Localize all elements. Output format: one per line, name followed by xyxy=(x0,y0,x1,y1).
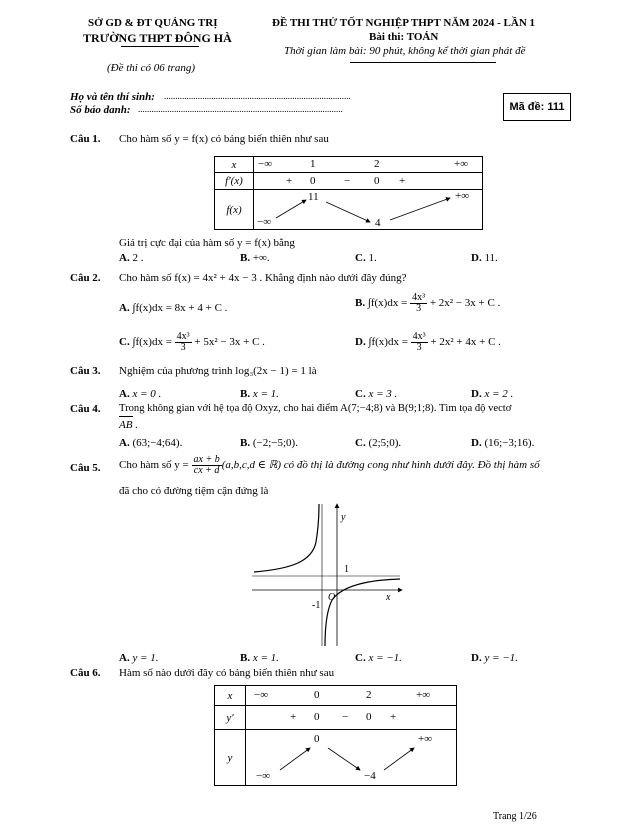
q6-sign-4: + xyxy=(390,711,397,723)
q4-option-b[interactable]: B. (−2;−5;0). xyxy=(240,437,298,449)
label-origin: O xyxy=(328,592,336,603)
q6-x-3: +∞ xyxy=(416,689,431,701)
q1-arrows xyxy=(254,190,482,230)
title-underline xyxy=(350,62,496,63)
q5-option-c[interactable]: C. x = −1. xyxy=(355,652,402,664)
q1-sign-1: 0 xyxy=(310,175,316,187)
q6-text: Hàm số nào dưới đây có bảng biến thiên như sau xyxy=(119,667,335,679)
q6-sign-0: + xyxy=(290,711,297,723)
q6-y-3: +∞ xyxy=(418,733,433,745)
q3-option-a[interactable]: A. x = 0 . xyxy=(119,388,162,400)
label-one: 1 xyxy=(344,564,349,575)
curve-left xyxy=(254,504,319,572)
q6-sign-3: 0 xyxy=(366,711,372,723)
q3-text: Nghiệm của phương trình log₃(2x − 1) = 1 là xyxy=(119,365,317,377)
q1-x-1: 1 xyxy=(310,158,316,170)
q3-label: Câu 3. xyxy=(70,365,101,377)
q1-f-3: +∞ xyxy=(455,190,470,202)
q6-arrows xyxy=(246,730,456,786)
q4-option-d[interactable]: D. (16;−3;16). xyxy=(471,437,535,449)
q2-option-b[interactable]: B. ∫f(x)dx = $\frac{\text{4x³}}{3}$ + 2x² − 3x + C . xyxy=(355,292,501,314)
label-neg-one: -1 xyxy=(312,600,321,611)
q4-text: Trong không gian với hệ tọa độ Oxyz, cho hai điểm A(7;−4;8) và B(9;1;8). Tìm tọa độ vectơ xyxy=(119,403,512,414)
name-label: Họ và tên thí sinh: xyxy=(70,91,155,103)
q5-text2: đã cho có đường tiệm cận đứng là xyxy=(119,485,269,497)
time-note: Thời gian làm bài: 90 phút, không kể thời gian phát đề xyxy=(284,45,526,57)
q3-option-d[interactable]: D. x = 2 . xyxy=(471,388,514,400)
q1-option-a[interactable]: A. 2 . xyxy=(119,252,144,264)
school-name: TRƯỜNG THPT ĐÔNG HÀ xyxy=(83,31,232,45)
q3-option-b[interactable]: B. x = 1. xyxy=(240,388,279,400)
q6-label: Câu 6. xyxy=(70,667,101,679)
q6-sign-1: 0 xyxy=(314,711,320,723)
q5-graph xyxy=(250,500,410,648)
q1-sign-4: + xyxy=(399,175,406,187)
q1-f-2: 4 xyxy=(375,217,381,229)
q1-x-0: −∞ xyxy=(258,158,273,170)
q6-variation-table xyxy=(214,685,457,786)
q3-option-c[interactable]: C. x = 3 . xyxy=(355,388,398,400)
q1-option-c[interactable]: C. 1. xyxy=(355,252,377,264)
exam-code-box: Mã đề: 111 xyxy=(503,93,571,121)
q6-sign-2: − xyxy=(342,711,349,723)
q6-y-1: 0 xyxy=(314,733,320,745)
q6-row-y: y xyxy=(215,730,246,786)
q5-option-d[interactable]: D. y = −1. xyxy=(471,652,518,664)
q4-label: Câu 4. xyxy=(70,403,101,415)
pages-note: (Đề thi có 06 trang) xyxy=(107,62,195,74)
q6-y-0: −∞ xyxy=(256,770,271,782)
q1-f-0: −∞ xyxy=(257,216,272,228)
sbd-dots: ........................................................................................... xyxy=(138,104,343,114)
q5-text: Cho hàm số y = $\frac{ax + b}{cx + d}$ (a,b,c,d ∈ ℝ) có đồ thị là đường cong như hình dưới đây. Đồ thị hàm số xyxy=(119,454,540,476)
q6-x-0: −∞ xyxy=(254,689,269,701)
q1-f-1: 11 xyxy=(308,191,319,203)
q6-x-1: 0 xyxy=(314,689,320,701)
q5-option-a[interactable]: A. y = 1. xyxy=(119,652,159,664)
subject: Bài thi: TOÁN xyxy=(369,31,439,43)
exam-title: ĐỀ THI THỬ TỐT NGHIỆP THPT NĂM 2024 - LẦN 1 xyxy=(272,17,536,29)
q1-row-f: f(x) xyxy=(215,190,254,230)
q1-row-x: x xyxy=(215,157,254,173)
q1-x-3: +∞ xyxy=(454,158,469,170)
q4-option-c[interactable]: C. (2;5;0). xyxy=(355,437,402,449)
q2-label: Câu 2. xyxy=(70,272,101,284)
q5-option-b[interactable]: B. x = 1. xyxy=(240,652,279,664)
q1-variation-table xyxy=(214,156,483,230)
q1-x-2: 2 xyxy=(374,158,380,170)
q1-row-fp: f′(x) xyxy=(215,173,254,190)
q6-x-2: 2 xyxy=(366,689,372,701)
q1-option-b[interactable]: B. +∞. xyxy=(240,252,270,264)
q6-y-2: −4 xyxy=(364,770,376,782)
q1-label: Câu 1. xyxy=(70,133,101,145)
q6-row-x: x xyxy=(215,686,246,706)
curve-right xyxy=(325,579,400,646)
dept-name: SỞ GD & ĐT QUẢNG TRỊ xyxy=(88,17,218,29)
q2-option-c[interactable]: C. ∫f(x)dx = $\frac{\text{4x³}}{3}$ + 5x² − 3x + C . xyxy=(119,331,265,353)
q4-vector: AB . xyxy=(119,419,138,431)
x-label: x xyxy=(386,592,391,603)
q1-question: Giá trị cực đại của hàm số y = f(x) bằng xyxy=(119,237,295,249)
q2-text: Cho hàm số f(x) = 4x² + 4x − 3 . Khẳng định nào dưới đây đúng? xyxy=(119,272,407,284)
q1-text: Cho hàm số y = f(x) có bảng biến thiên như sau xyxy=(119,133,329,145)
q2-option-d[interactable]: D. ∫f(x)dx = $\frac{\text{4x³}}{3}$ + 2x² + 4x + C . xyxy=(355,331,501,353)
sbd-label: Số báo danh: xyxy=(70,104,131,116)
q2-option-a[interactable]: A. ∫f(x)dx = 8x + 4 + C . xyxy=(119,302,228,314)
q6-row-yp: y′ xyxy=(215,706,246,730)
school-underline xyxy=(121,46,199,47)
q1-option-d[interactable]: D. 11. xyxy=(471,252,498,264)
vector-arrow-icon xyxy=(119,416,133,417)
q4-option-a[interactable]: A. (63;−4;64). xyxy=(119,437,183,449)
q1-sign-3: 0 xyxy=(374,175,380,187)
q5-label: Câu 5. xyxy=(70,462,101,474)
page-number: Trang 1/26 xyxy=(493,811,537,822)
q1-sign-0: + xyxy=(286,175,293,187)
y-label: y xyxy=(341,512,346,523)
q1-sign-2: − xyxy=(344,175,351,187)
name-dots: ................................................................................... xyxy=(164,91,351,101)
